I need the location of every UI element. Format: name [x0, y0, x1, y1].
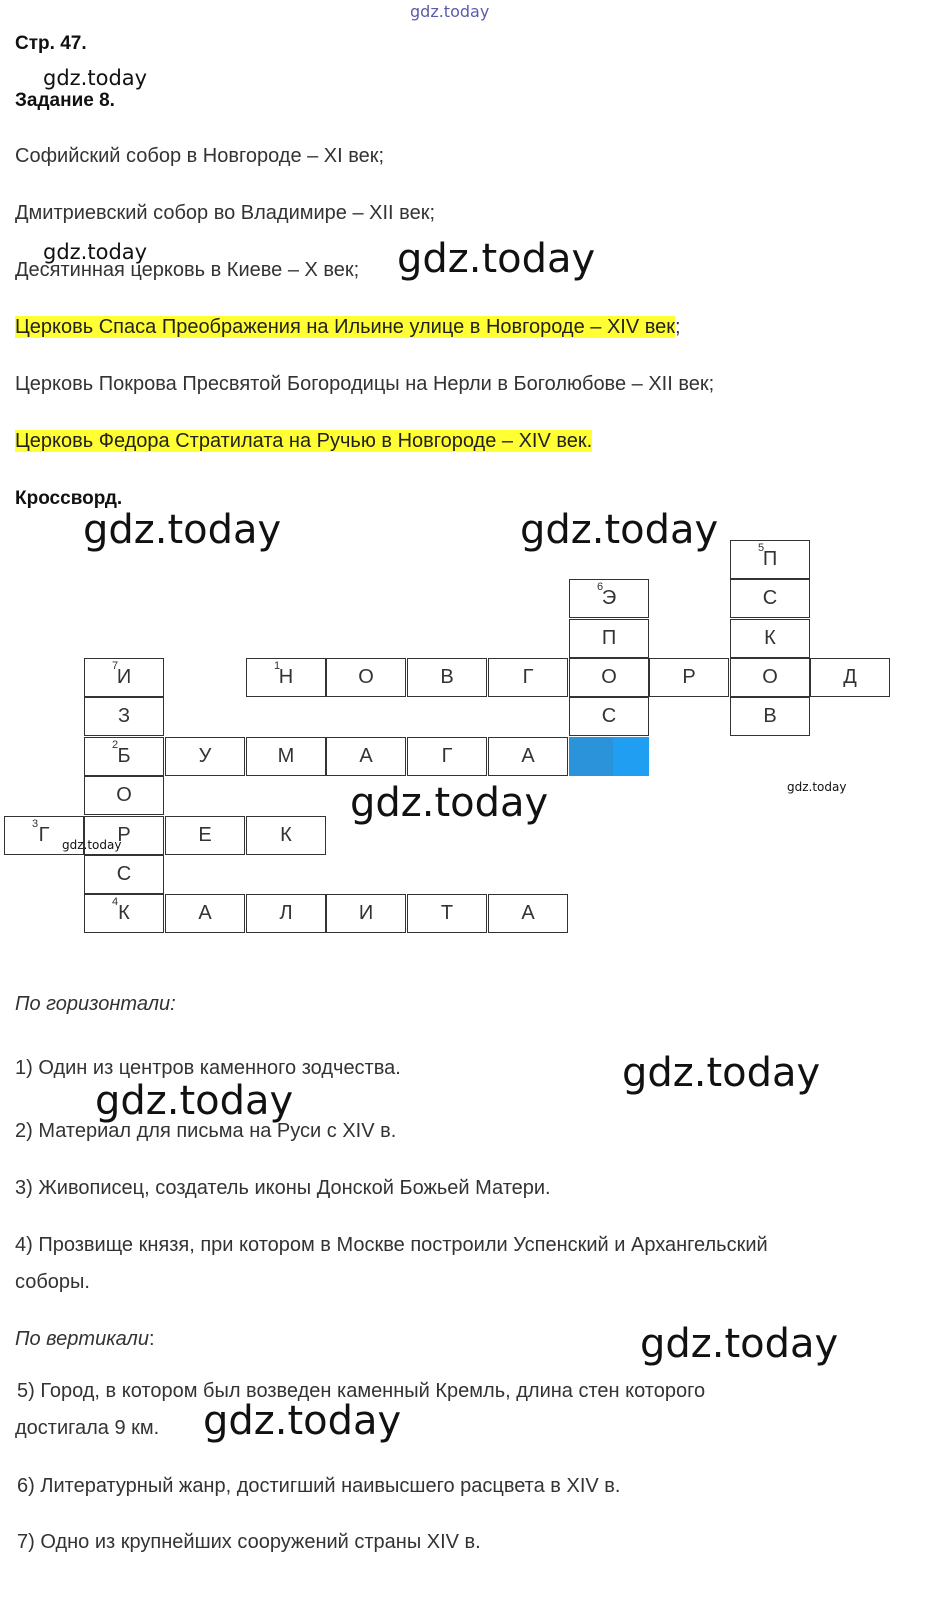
task-title: Задание 8.: [15, 90, 115, 111]
crossword-cell: О: [84, 776, 164, 815]
watermark: gdz.today: [43, 66, 148, 90]
clue-v7: 7) Одно из крупнейших сооружений страны XIV в.: [17, 1531, 481, 1553]
crossword-cell-shaded: [569, 737, 649, 776]
crossword-cell: С: [84, 855, 164, 894]
crossword-cell: Д: [810, 658, 890, 697]
clue-h3: 3) Живописец, создатель иконы Донской Божьей Матери.: [15, 1177, 551, 1199]
clue-number: 1: [274, 660, 281, 672]
crossword-cell: У: [165, 737, 245, 776]
clue-h4-line1: 4) Прозвище князя, при котором в Москве построили Успенский и Архангельский: [15, 1234, 768, 1256]
watermark: gdz.today: [397, 236, 596, 282]
watermark: gdz.today: [203, 1398, 402, 1444]
watermark: gdz.today: [622, 1050, 821, 1096]
crossword-cell: Л: [246, 894, 326, 933]
clue-number: 7: [112, 660, 119, 672]
watermark-top: gdz.today: [410, 2, 490, 21]
clue-number: 2: [112, 739, 119, 751]
watermark: gdz.today: [520, 507, 719, 553]
task-line-6: [15, 430, 592, 453]
crossword-cell: В: [407, 658, 487, 697]
crossword-cell: О: [730, 658, 810, 697]
crossword-cell: К: [730, 619, 810, 658]
crossword-cell: О: [326, 658, 406, 697]
crossword-cell: 4 К: [84, 894, 164, 933]
crossword-cell: 5 П: [730, 540, 810, 579]
clue-v5-line2: достигала 9 км.: [15, 1417, 160, 1439]
horizontal-heading: По горизонтали:: [15, 993, 176, 1015]
task-line-4: [15, 316, 681, 339]
crossword-cell: А: [488, 894, 568, 933]
page-number: Стр. 47.: [15, 33, 87, 54]
crossword-title: Кроссворд.: [15, 488, 123, 509]
watermark: gdz.today: [350, 780, 549, 826]
clue-h2: 2) Материал для письма на Руси с XIV в.: [15, 1120, 397, 1142]
clue-number: 3: [32, 818, 39, 830]
clue-v6: 6) Литературный жанр, достигший наивысшего расцвета в XIV в.: [17, 1475, 621, 1497]
crossword-cell: Е: [165, 816, 245, 855]
crossword-cell: С: [569, 697, 649, 736]
crossword-cell: Г: [488, 658, 568, 697]
highlighted-text: Церковь Федора Стратилата на Ручью в Новгороде – XIV век.: [15, 430, 593, 452]
task-line-2: Дмитриевский собор во Владимире – XII век;: [15, 202, 435, 224]
clue-number: 5: [758, 542, 765, 554]
clue-number: 6: [597, 581, 604, 593]
watermark: gdz.today: [43, 240, 148, 264]
watermark: gdz.today: [83, 507, 282, 553]
watermark: gdz.today: [640, 1321, 839, 1367]
crossword-cell: П: [569, 619, 649, 658]
crossword-cell: А: [326, 737, 406, 776]
watermark: gdz.today: [62, 838, 122, 852]
task-line-3: Десятинная церковь в Киеве – X век;: [15, 259, 360, 281]
crossword-cell: К: [246, 816, 326, 855]
crossword-cell: 3 Г: [4, 816, 84, 855]
crossword-cell: А: [488, 737, 568, 776]
crossword-cell: Г: [407, 737, 487, 776]
crossword-cell: Т: [407, 894, 487, 933]
crossword-cell: 6 Э: [569, 579, 649, 618]
watermark: gdz.today: [787, 780, 847, 794]
vertical-heading: По вертикали:: [15, 1328, 155, 1350]
clue-h1: 1) Один из центров каменного зодчества.: [15, 1057, 401, 1079]
task-line-1: Софийский собор в Новгороде – XI век;: [15, 145, 385, 167]
crossword-cell: 1 Н: [246, 658, 326, 697]
crossword-cell: М: [246, 737, 326, 776]
crossword-cell: 7 И: [84, 658, 164, 697]
crossword-cell: В: [730, 697, 810, 736]
highlighted-text: Церковь Спаса Преображения на Ильине улице в Новгороде – XIV век: [15, 316, 676, 338]
crossword-cell: 2 Б: [84, 737, 164, 776]
clue-h4-line2: соборы.: [15, 1271, 90, 1293]
crossword-cell: Р: [649, 658, 729, 697]
task-line-5: Церковь Покрова Пресвятой Богородицы на Нерли в Боголюбове – XII век;: [15, 373, 715, 395]
watermark: gdz.today: [95, 1078, 294, 1124]
crossword-cell: Р: [84, 816, 164, 855]
crossword-cell: О: [569, 658, 649, 697]
crossword-cell: И: [326, 894, 406, 933]
clue-v5-line1: 5) Город, в котором был возведен каменный Кремль, длина стен которого: [17, 1380, 706, 1402]
crossword-cell: З: [84, 697, 164, 736]
crossword-cell: А: [165, 894, 245, 933]
clue-number: 4: [112, 896, 119, 908]
crossword-cell: С: [730, 579, 810, 618]
line-tail: ;: [675, 316, 681, 338]
